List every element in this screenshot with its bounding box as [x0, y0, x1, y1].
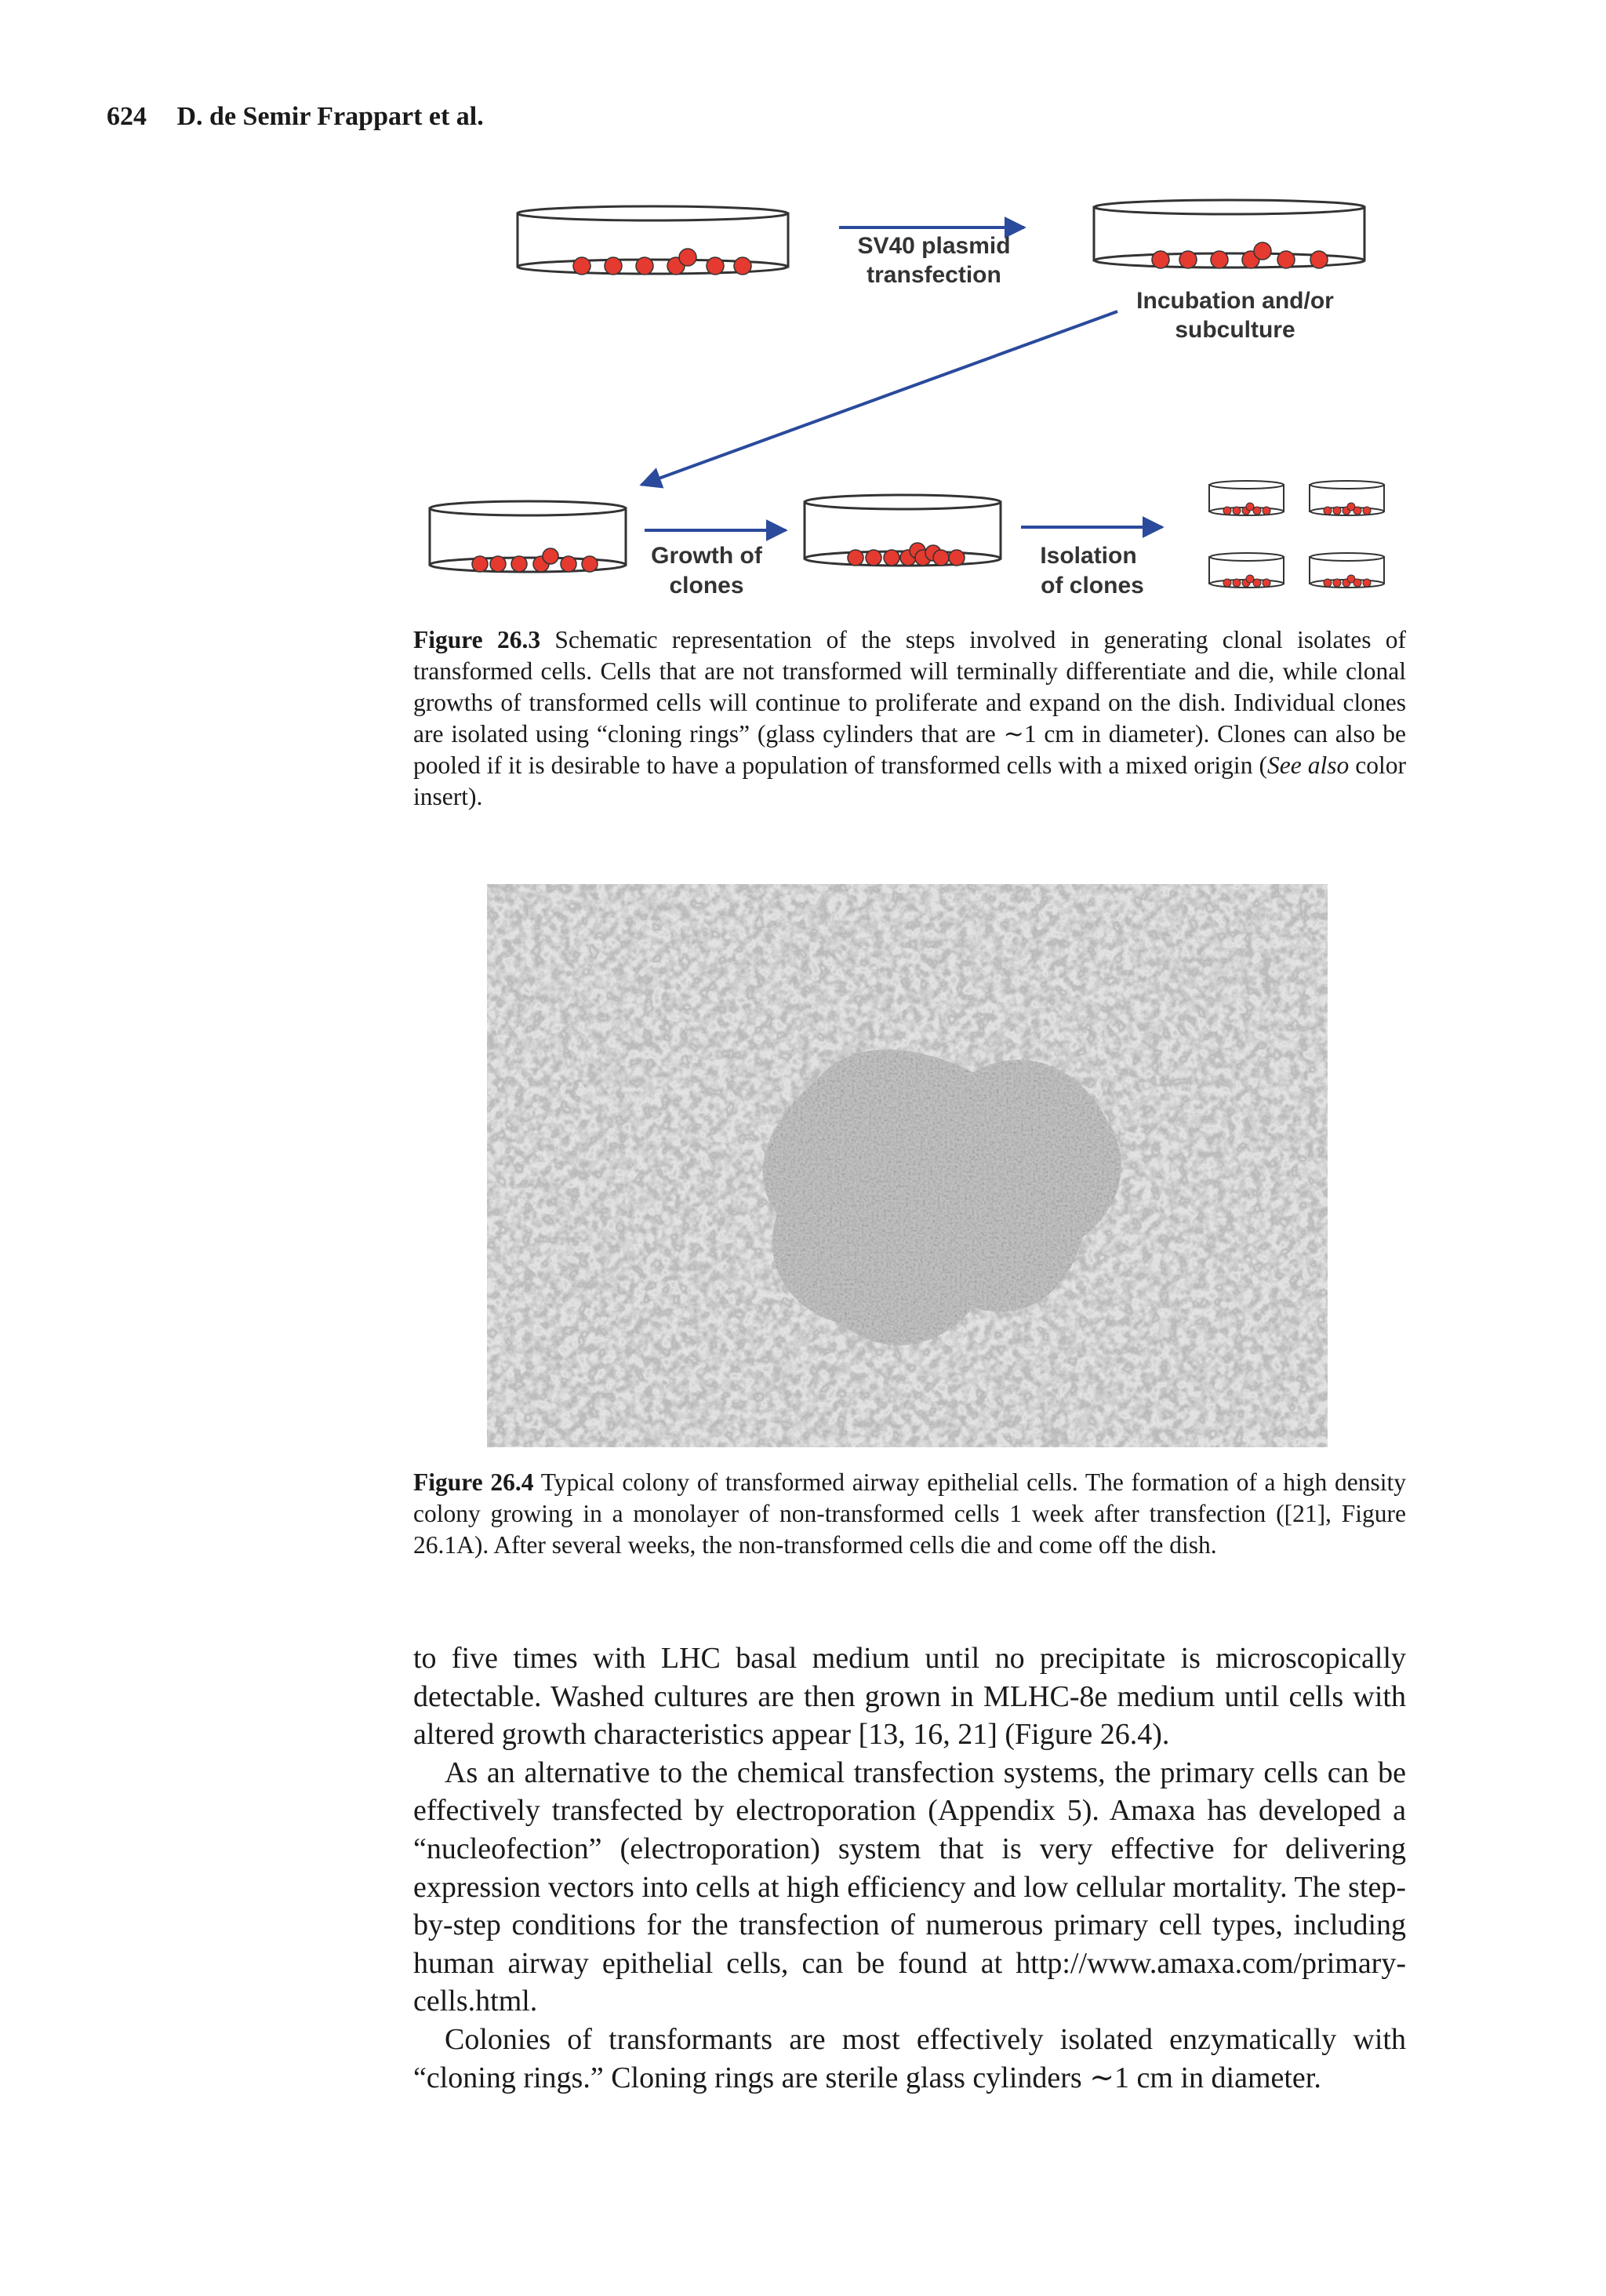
culture-dish-initial	[518, 206, 788, 275]
caption-text: Schematic representation of the steps involved in generating clonal isolates of transformed cells. Cells that are not transformed will terminally differentiate and die, while clonal growths of transformed cells will continue to proliferate and expand on the dish. Individual clones are isolated using “cloning rings” (glass cylinders that are ∼1 cm in diameter). Clones can also be pooled if it is desirable to have a population of transformed cells with a mixed origin (	[413, 626, 1407, 779]
caption-text-end: color insert).	[413, 751, 1406, 810]
caption-text: Typical colony of transformed airway epithelial cells. The formation of a high density colony growing in a monolayer of non-transformed cells 1 week after transfection ([21], Figure 26.1A). After several weeks, the non-transformed cells die and come off the dish.	[413, 1468, 1406, 1559]
running-authors: D. de Semir Frappart et al.	[176, 102, 484, 131]
small-dish	[1310, 481, 1384, 515]
paragraph: Colonies of transformants are most effectively isolated enzymatically with “cloning rings.” Cloning rings are sterile glass cylinders ∼1 cm in diameter.	[413, 2022, 1406, 2094]
label-isolation: Isolation	[1040, 543, 1137, 569]
small-dish	[1209, 481, 1284, 515]
label-sv40-plasmid: SV40 plasmid	[857, 233, 1011, 259]
caption-italic: See also	[1266, 751, 1350, 779]
label-subculture: subculture	[1175, 317, 1295, 343]
small-dish	[1209, 553, 1284, 588]
small-dish	[1310, 553, 1384, 588]
culture-dish-subcultured	[430, 501, 626, 572]
paragraph: As an alternative to the chemical transfection systems, the primary cells can be effectively transfected by electroporation (Appendix 5). Amaxa has developed a “nucleofection” (electroporation) system that is very effective for delivering expression vectors into cells at high efficiency and low cellular mortality. The step-by-step conditions for the transfection of numerous primary cell types, including human airway epithelial cells, can be found at http://www.amaxa.com/primary-cells.html.	[413, 1756, 1406, 2018]
running-header	[107, 102, 484, 132]
body-text	[413, 1639, 1406, 2097]
isolated-clone-dishes	[1209, 481, 1384, 588]
figure-26-3-caption	[413, 624, 1406, 813]
arrow-subculture	[641, 311, 1117, 485]
culture-dish-transfected	[1094, 200, 1364, 268]
figure-26-3-diagram	[408, 188, 1427, 612]
caption-label: Figure 26.4	[413, 1468, 534, 1496]
label-transfection: transfection	[867, 262, 1001, 288]
caption-label: Figure 26.3	[413, 626, 541, 653]
label-of-clones: of clones	[1041, 573, 1144, 599]
label-clones: clones	[669, 573, 744, 599]
figure-26-4-caption	[413, 1467, 1406, 1561]
label-growth-of: Growth of	[651, 543, 762, 569]
label-incubation: Incubation and/or	[1136, 288, 1334, 314]
culture-dish-clones	[805, 495, 1001, 566]
micrograph-cell-colony	[487, 884, 1328, 1447]
paragraph: to five times with LHC basal medium until no precipitate is microscopically detectable. Washed cultures are then grown in MLHC-8e medium until cells with altered growth characteristics appear [13, 16, 21] (Figure 26.4).	[413, 1642, 1406, 1752]
page-number: 624	[107, 102, 147, 131]
